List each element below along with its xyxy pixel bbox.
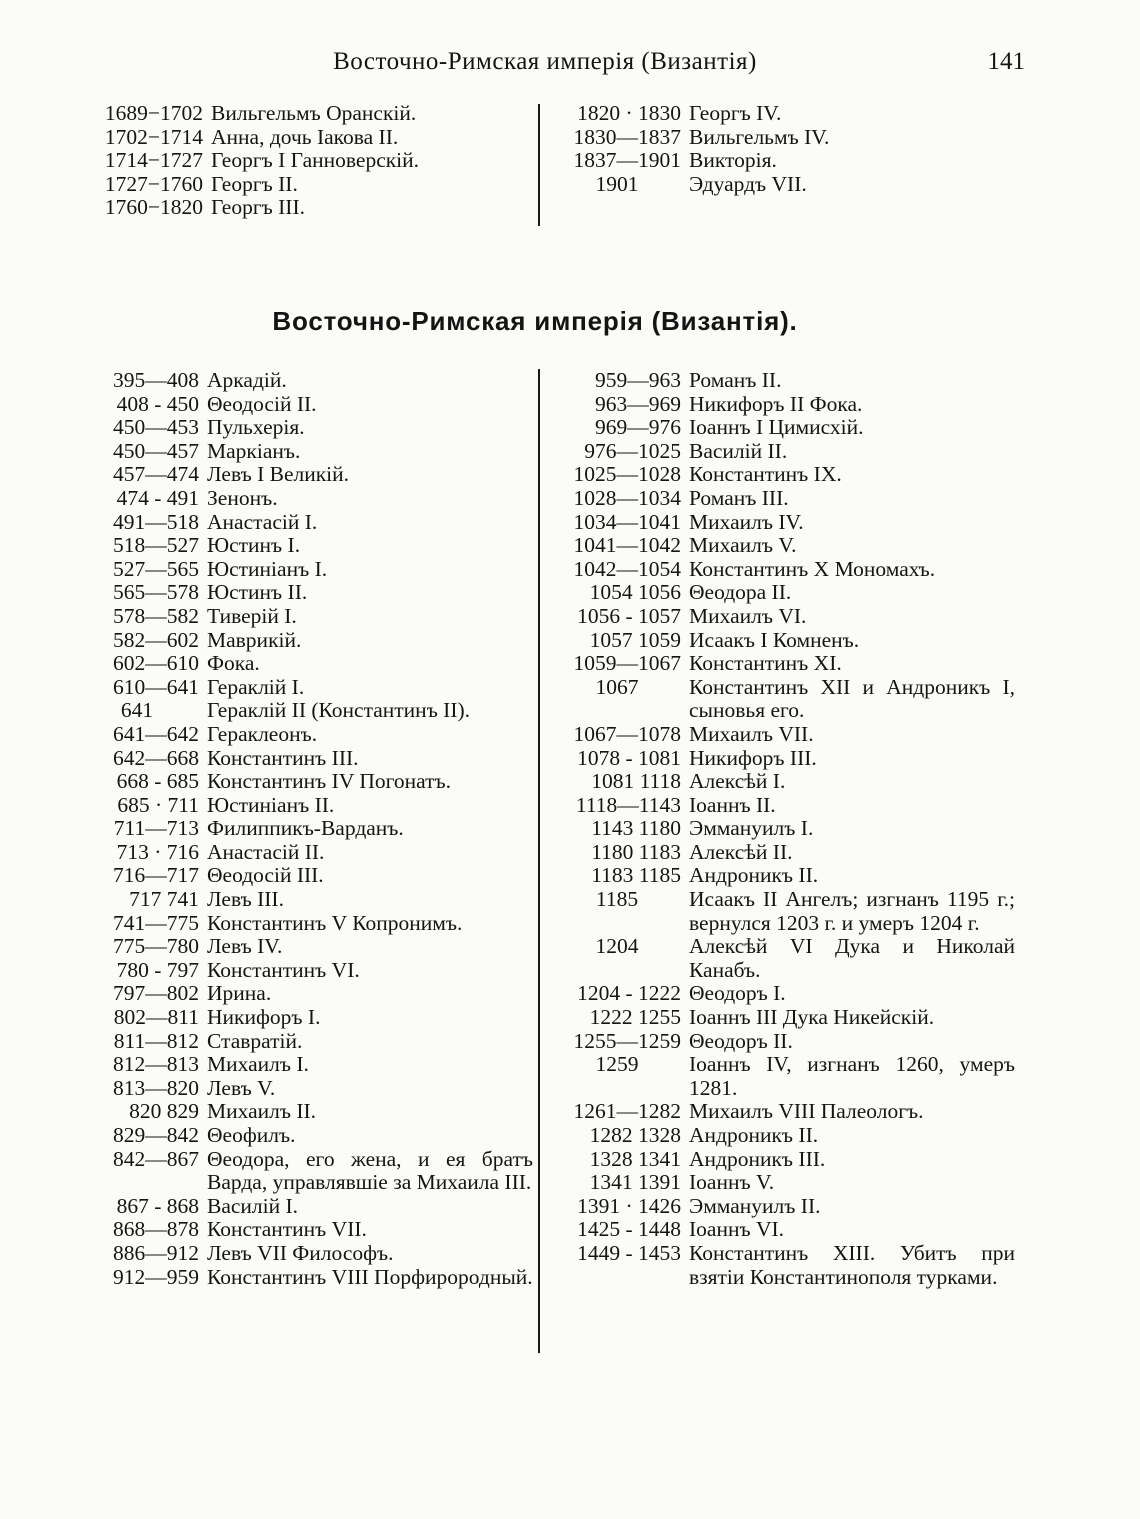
reign-years: 802—811 [113, 1005, 199, 1030]
ruler-row [553, 652, 1015, 676]
reign-years: 812—813 [113, 1052, 199, 1077]
reign-years: 1255—1259 [573, 1028, 681, 1053]
reign-years: 1078 - 1081 [577, 745, 681, 770]
ruler-name: Анастасій I. [207, 509, 318, 534]
ruler-row [75, 959, 533, 983]
reign-years: 450—457 [113, 438, 199, 463]
reign-years: 1056 - 1057 [577, 603, 681, 628]
reign-years: 408 - 450 [116, 391, 199, 416]
ruler-row [553, 126, 1013, 150]
reign-years: 642—668 [113, 745, 199, 770]
ruler-name: Гераклій I. [207, 674, 305, 699]
ruler-row [553, 1148, 1015, 1172]
ruler-name: Тиверій I. [207, 603, 297, 628]
ruler-row [75, 1030, 533, 1054]
ruler-name: Іоаннъ VI. [689, 1217, 785, 1242]
ruler-name: Константинъ XI. [689, 651, 842, 676]
ruler-row [553, 1100, 1015, 1124]
ruler-row [553, 794, 1015, 818]
reign-years: 741—775 [113, 910, 199, 935]
ruler-name: Зенонъ. [207, 485, 278, 510]
ruler-row [75, 126, 535, 150]
ruler-name: Θеодоръ II. [689, 1028, 793, 1053]
ruler-name: Константинъ XII и Андроникъ I, сыновья его. [689, 674, 1015, 723]
ruler-row [553, 1053, 1015, 1100]
ruler-name: Эммануилъ I. [689, 816, 814, 841]
ruler-row [75, 393, 533, 417]
ruler-name: Θеодосій III. [207, 863, 324, 888]
ruler-name: Іоаннъ I Цимисхій. [689, 415, 864, 440]
reign-years: 578—582 [113, 603, 199, 628]
ruler-row [75, 747, 533, 771]
ruler-name: Андроникъ III. [689, 1146, 826, 1171]
reign-years: 1425 - 1448 [577, 1217, 681, 1242]
ruler-name: Пульхерія. [207, 415, 305, 440]
ruler-name: Михаилъ VII. [689, 721, 814, 746]
ruler-name: Георгъ I Ганноверскій. [211, 148, 420, 173]
ruler-row [75, 864, 533, 888]
ruler-name: Алексѣй II. [689, 839, 793, 864]
reign-years: 1034—1041 [573, 509, 681, 534]
ruler-row [553, 1195, 1015, 1219]
ruler-name: Георгъ IV. [689, 101, 782, 125]
ruler-name: Вильгельмъ Оранскій. [211, 101, 417, 125]
ruler-row [75, 605, 533, 629]
reign-years: 959—963 [595, 368, 681, 392]
ruler-row [75, 1124, 533, 1148]
reign-years: 1282 1328 [589, 1123, 681, 1147]
ruler-row [75, 581, 533, 605]
reign-years: 1837—1901 [573, 148, 681, 173]
ruler-name: Константинъ VIII Порфирородный. [207, 1264, 533, 1289]
reign-years: 963—969 [595, 391, 681, 416]
reign-years: 685 · 711 [117, 792, 199, 817]
ruler-name: Анастасій II. [207, 839, 325, 864]
ruler-row [75, 369, 533, 393]
reign-years: 1901 [595, 171, 639, 196]
reign-years: 842—867 [113, 1146, 199, 1171]
reign-years: 1820 · 1830 [577, 101, 681, 125]
ruler-name: Левъ III. [207, 887, 284, 912]
ruler-name: Анна, дочь Іакова II. [211, 124, 399, 149]
reign-years: 1449 - 1453 [577, 1240, 681, 1265]
ruler-name: Филиппикъ-Варданъ. [207, 816, 404, 841]
reign-years: 1059—1067 [573, 651, 681, 676]
reign-years: 1261—1282 [573, 1099, 681, 1124]
reign-years: 457—474 [113, 462, 199, 487]
reign-years: 450—453 [113, 415, 199, 440]
reign-years: 1341 1391 [589, 1170, 681, 1195]
reign-years: 668 - 685 [116, 769, 199, 794]
ruler-name: Эммануилъ II. [689, 1193, 821, 1218]
ruler-row [553, 770, 1015, 794]
ruler-row [75, 463, 533, 487]
reign-years: 717 741 [129, 887, 199, 912]
left-ruler-list [75, 369, 533, 1289]
ruler-name: Θеодора II. [689, 580, 792, 605]
ruler-name: Θеодоръ I. [689, 981, 786, 1006]
reign-years: 610—641 [113, 674, 199, 699]
ruler-name: Романъ III. [689, 485, 789, 510]
ruler-row [75, 487, 533, 511]
ruler-row [75, 723, 533, 747]
ruler-row [75, 1242, 533, 1266]
reign-years: 868—878 [113, 1217, 199, 1242]
ruler-row [553, 369, 1015, 393]
reign-years: 811—812 [113, 1028, 199, 1053]
ruler-row [75, 676, 533, 700]
reign-years: 1328 1341 [589, 1146, 681, 1171]
ruler-row [553, 982, 1015, 1006]
ruler-name: Романъ II. [689, 368, 782, 392]
reign-years: 1204 - 1222 [577, 981, 681, 1006]
ruler-name: Исаакъ I Комненъ. [689, 627, 860, 652]
reign-years: 1391 · 1426 [577, 1193, 681, 1218]
ruler-name: Ставратій. [207, 1028, 303, 1053]
ruler-row [75, 416, 533, 440]
ruler-row [75, 935, 533, 959]
reign-years: 1042—1054 [573, 556, 681, 581]
reign-years: 1259 [595, 1052, 639, 1077]
ruler-row [553, 440, 1015, 464]
ruler-row [75, 1100, 533, 1124]
ruler-name: Михаилъ V. [689, 533, 797, 558]
reign-years: 969—976 [595, 415, 681, 440]
reign-years: 780 - 797 [116, 957, 199, 982]
ruler-name: Юстинъ II. [207, 580, 308, 605]
reign-years: 1760−1820 [104, 195, 203, 220]
ruler-name: Никифоръ I. [207, 1005, 321, 1030]
ruler-name: Никифоръ II Фока. [689, 391, 863, 416]
ruler-row [553, 629, 1015, 653]
ruler-row [75, 1053, 533, 1077]
reign-years: 1025—1028 [573, 462, 681, 487]
ruler-row [553, 1242, 1015, 1289]
ruler-row [553, 747, 1015, 771]
ruler-row [553, 558, 1015, 582]
reign-years: 1183 1185 [591, 863, 681, 888]
ruler-name: Исаакъ II Ангелъ; изгнанъ 1195 г.; вернулся 1203 г. и умеръ 1204 г. [689, 887, 1015, 935]
ruler-name: Аркадій. [207, 368, 287, 392]
ruler-name: Андроникъ II. [689, 863, 819, 888]
ruler-row [553, 1171, 1015, 1195]
column-divider [538, 369, 540, 1353]
right-ruler-list [553, 369, 1015, 1289]
ruler-row [553, 581, 1015, 605]
ruler-name: Константинъ IX. [689, 462, 842, 487]
ruler-row [75, 1148, 533, 1195]
reign-years: 886—912 [113, 1240, 199, 1265]
ruler-row [553, 1124, 1015, 1148]
ruler-row [553, 864, 1015, 888]
ruler-name: Юстиніанъ II. [207, 792, 335, 817]
ruler-row [75, 149, 535, 173]
ruler-row [75, 1077, 533, 1101]
reign-years: 813—820 [113, 1075, 199, 1100]
reign-years: 1830—1837 [573, 124, 681, 149]
ruler-name: Никифоръ III. [689, 745, 817, 770]
ruler-name: Константинъ XIII. Убитъ при взятіи Константинополя турками. [689, 1240, 1015, 1289]
ruler-name: Эдуардъ VII. [689, 171, 807, 196]
ruler-row [75, 841, 533, 865]
reign-years: 716—717 [113, 863, 199, 888]
reign-years: 1702−1714 [104, 124, 203, 149]
ruler-name: Вильгельмъ IV. [689, 124, 830, 149]
ruler-name: Георгъ II. [211, 171, 298, 196]
ruler-row [553, 888, 1015, 935]
top-right-list [553, 102, 1013, 196]
reign-years: 474 - 491 [116, 485, 199, 510]
reign-years: 1067—1078 [573, 721, 681, 746]
ruler-name: Гераклеонъ. [207, 721, 318, 746]
ruler-row [75, 1006, 533, 1030]
ruler-name: Константинъ VI. [207, 957, 360, 982]
reign-years: 1689−1702 [104, 101, 203, 125]
ruler-row [553, 534, 1015, 558]
ruler-name: Константинъ VII. [207, 1217, 367, 1242]
ruler-row [553, 817, 1015, 841]
ruler-name: Константинъ X Мономахъ. [689, 556, 936, 581]
ruler-row [75, 817, 533, 841]
reign-years: 775—780 [113, 934, 199, 959]
ruler-row [75, 102, 535, 126]
ruler-row [75, 196, 535, 220]
reign-years: 1714−1727 [104, 148, 203, 173]
ruler-name: Михаилъ VIII Палеологъ. [689, 1099, 924, 1124]
ruler-row [553, 173, 1013, 197]
ruler-name: Алексѣй I. [689, 769, 786, 794]
ruler-row [75, 511, 533, 535]
ruler-row [553, 487, 1015, 511]
ruler-row [75, 440, 533, 464]
ruler-name: Маркіанъ. [207, 438, 301, 463]
ruler-name: Θеофилъ. [207, 1123, 296, 1147]
ruler-row [75, 912, 533, 936]
ruler-name: Фока. [207, 651, 260, 676]
ruler-name: Константинъ IV Погонатъ. [207, 769, 452, 794]
ruler-name: Левъ VII Философъ. [207, 1240, 394, 1265]
ruler-row [553, 393, 1015, 417]
reign-years: 1057 1059 [589, 627, 681, 652]
ruler-name: Василій I. [207, 1193, 299, 1218]
reign-years: 641—642 [113, 721, 199, 746]
ruler-name: Константинъ V Копронимъ. [207, 910, 463, 935]
reign-years: 1222 1255 [589, 1005, 681, 1030]
ruler-row [75, 1195, 533, 1219]
ruler-name: Юстиніанъ I. [207, 556, 328, 581]
reign-years: 527—565 [113, 556, 199, 581]
ruler-name: Θеодора, его жена, и ея братъ Варда, управлявшіе за Михаила III. [207, 1146, 533, 1195]
ruler-row [553, 1218, 1015, 1242]
ruler-row [75, 699, 533, 723]
ruler-row [75, 1218, 533, 1242]
reign-years: 912—959 [113, 1264, 199, 1289]
ruler-row [75, 770, 533, 794]
ruler-name: Юстинъ I. [207, 533, 301, 558]
ruler-row [75, 629, 533, 653]
ruler-row [75, 1266, 533, 1290]
ruler-row [553, 102, 1013, 126]
reign-years: 602—610 [113, 651, 199, 676]
ruler-name: Михаилъ VI. [689, 603, 807, 628]
ruler-name: Викторія. [689, 148, 777, 173]
ruler-row [75, 173, 535, 197]
ruler-row [553, 1006, 1015, 1030]
ruler-name: Константинъ III. [207, 745, 359, 770]
reign-years: 1185 [595, 887, 639, 912]
ruler-row [75, 534, 533, 558]
reign-years: 1727−1760 [104, 171, 203, 196]
reign-years: 1067 [595, 674, 639, 699]
running-title: Восточно-Римская имперія (Византія) [333, 48, 757, 75]
ruler-row [553, 605, 1015, 629]
ruler-name: Іоаннъ III Дука Никейскій. [689, 1005, 935, 1030]
reign-years: 713 · 716 [116, 839, 199, 864]
ruler-name: Алексѣй VI Дука и Николай Канабъ. [689, 934, 1015, 982]
reign-years: 1041—1042 [573, 533, 681, 558]
reign-years: 1180 1183 [591, 839, 681, 864]
section-title: Восточно-Римская имперія (Византія). [272, 306, 798, 336]
ruler-row [75, 888, 533, 912]
ruler-name: Іоаннъ IV, изгнанъ 1260, умеръ 1281. [689, 1052, 1015, 1100]
reign-years: 711—713 [113, 816, 199, 841]
ruler-name: Михаилъ I. [207, 1052, 309, 1077]
ruler-name: Левъ V. [207, 1075, 276, 1100]
top-left-list [75, 102, 535, 220]
ruler-name: Ирина. [207, 981, 272, 1006]
ruler-name: Михаилъ II. [207, 1099, 317, 1124]
ruler-row [553, 149, 1013, 173]
ruler-row [75, 558, 533, 582]
ruler-row [553, 676, 1015, 723]
reign-years: 867 - 868 [116, 1193, 199, 1218]
reign-years: 565—578 [113, 580, 199, 605]
ruler-row [553, 1030, 1015, 1054]
reign-years: 1143 1180 [591, 816, 681, 841]
reign-years: 1081 1118 [591, 769, 681, 794]
ruler-name: Михаилъ IV. [689, 509, 804, 534]
ruler-name: Θеодосій II. [207, 391, 317, 416]
reign-years: 1118—1143 [575, 792, 681, 817]
reign-years: 1028—1034 [573, 485, 681, 510]
reign-years: 1204 [595, 934, 639, 959]
reign-years: 1054 1056 [589, 580, 681, 605]
reign-years: 518—527 [113, 533, 199, 558]
column-divider [538, 104, 540, 226]
reign-years: 976—1025 [584, 438, 681, 463]
ruler-row [553, 723, 1015, 747]
ruler-name: Гераклій II (Константинъ II). [207, 698, 471, 723]
page-number: 141 [987, 48, 1025, 75]
reign-years: 820 829 [129, 1099, 199, 1124]
ruler-row [553, 841, 1015, 865]
ruler-row [553, 935, 1015, 982]
reign-years: 829—842 [113, 1123, 199, 1147]
ruler-name: Маврикій. [207, 627, 302, 652]
reign-years: 641 [120, 698, 154, 723]
reign-years: 797—802 [113, 981, 199, 1006]
ruler-name: Василій II. [689, 438, 788, 463]
ruler-row [75, 794, 533, 818]
reign-years: 582—602 [113, 627, 199, 652]
ruler-name: Левъ I Великій. [207, 462, 350, 487]
ruler-name: Георгъ III. [211, 195, 305, 220]
ruler-name: Іоаннъ V. [689, 1170, 775, 1195]
ruler-row [553, 416, 1015, 440]
ruler-name: Андроникъ II. [689, 1123, 819, 1147]
ruler-name: Іоаннъ II. [689, 792, 776, 817]
ruler-row [553, 463, 1015, 487]
ruler-row [75, 652, 533, 676]
ruler-row [553, 511, 1015, 535]
ruler-row [75, 982, 533, 1006]
ruler-name: Левъ IV. [207, 934, 283, 959]
reign-years: 491—518 [113, 509, 199, 534]
reign-years: 395—408 [113, 368, 199, 392]
